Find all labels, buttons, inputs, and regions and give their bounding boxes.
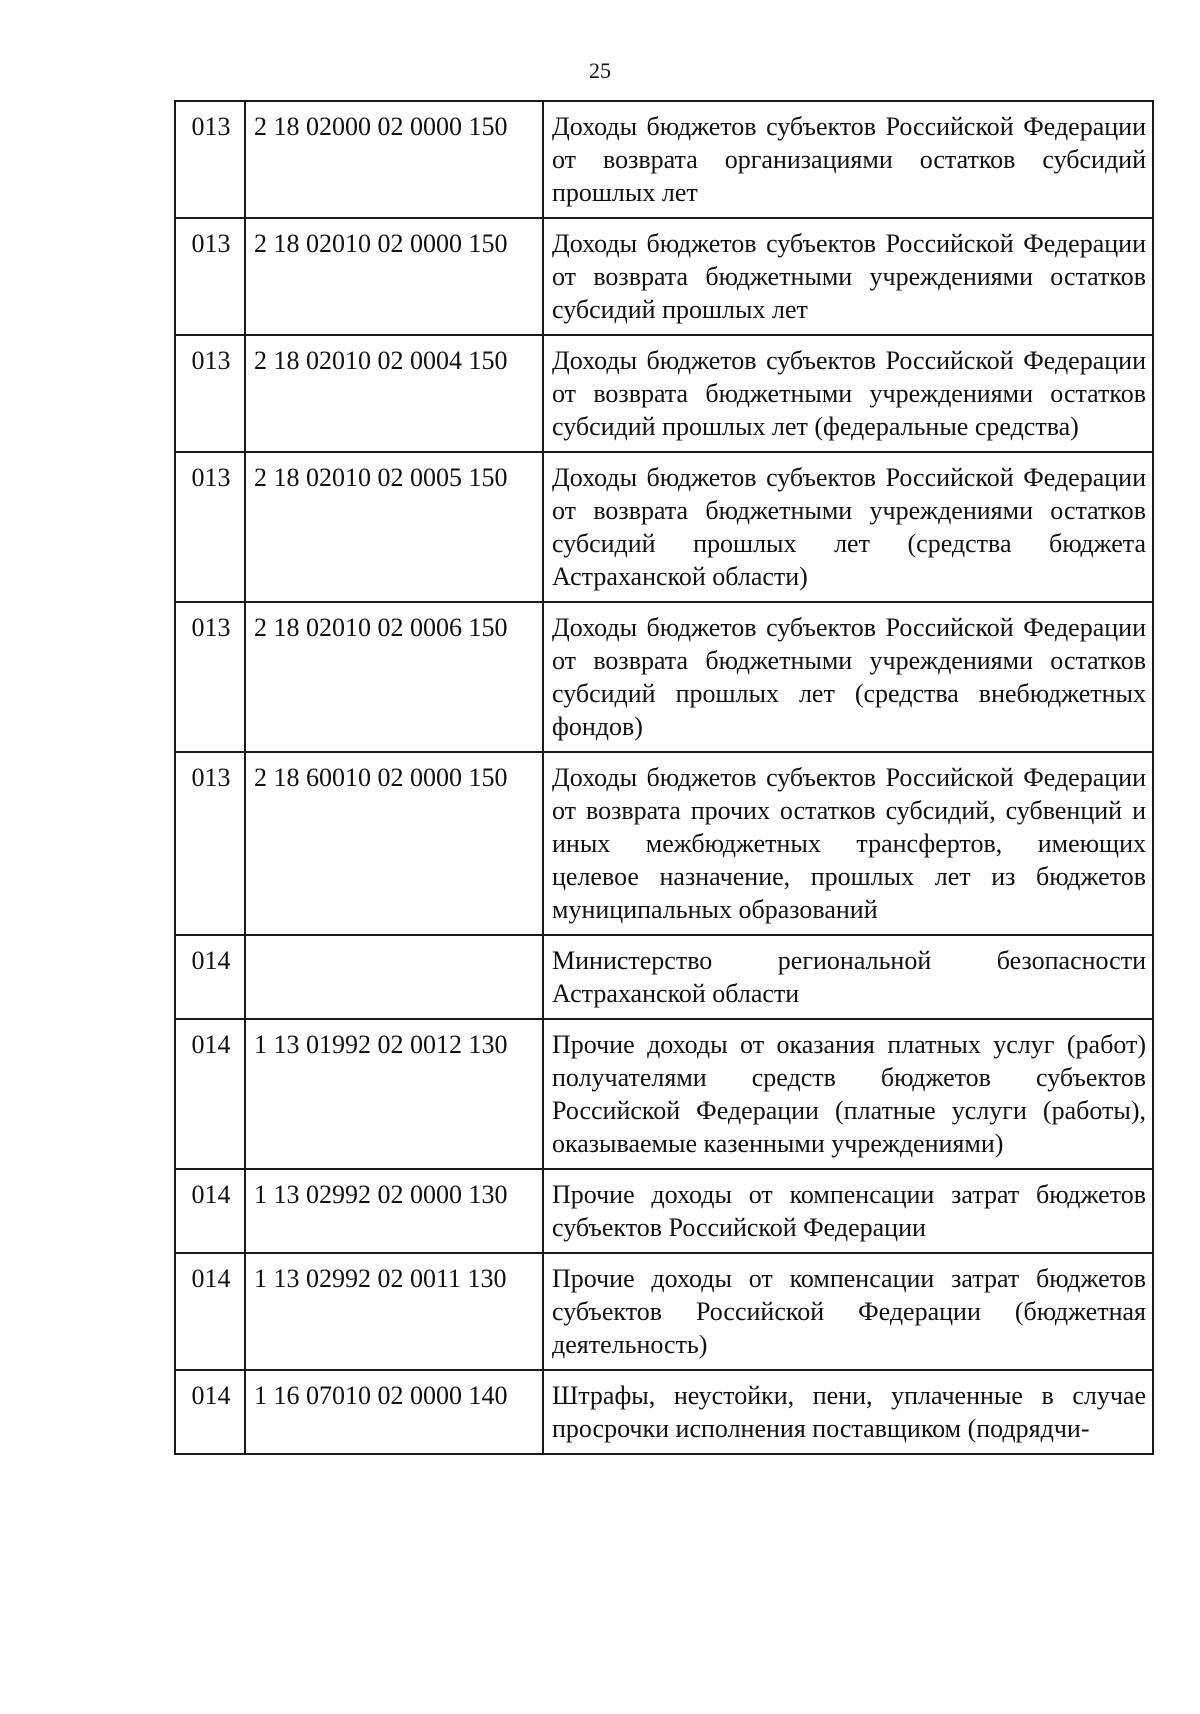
description-cell: Прочие доходы от компенсации затрат бюджетов субъектов Российской Федерации (543, 1169, 1153, 1253)
table-row (175, 935, 1153, 1019)
page-number: 25 (589, 58, 611, 83)
table-row (175, 101, 1153, 218)
budget-code-cell: 2 18 02000 02 0000 150 (245, 101, 543, 218)
admin-code-cell: 014 (175, 935, 245, 1019)
budget-code-cell: 1 16 07010 02 0000 140 (245, 1370, 543, 1454)
table-row (175, 1253, 1153, 1370)
admin-code-cell: 013 (175, 452, 245, 602)
admin-code-cell: 013 (175, 218, 245, 335)
revenue-codes-table (174, 100, 1154, 1455)
budget-code-cell: 2 18 02010 02 0006 150 (245, 602, 543, 752)
description-cell: Доходы бюджетов субъектов Российской Федерации от возврата бюджетными учреждениями остатков субсидий прошлых лет (средства бюджета Астраханской области) (543, 452, 1153, 602)
description-cell: Доходы бюджетов субъектов Российской Федерации от возврата прочих остатков субсидий, субвенций и иных межбюджетных трансфертов, имеющих целевое назначение, прошлых лет из бюджетов муниципальных образований (543, 752, 1153, 935)
description-cell: Министерство региональной безопасности Астраханской области (543, 935, 1153, 1019)
table-row (175, 335, 1153, 452)
table-row (175, 1169, 1153, 1253)
table-row (175, 452, 1153, 602)
budget-code-cell: 2 18 02010 02 0004 150 (245, 335, 543, 452)
budget-code-cell: 2 18 60010 02 0000 150 (245, 752, 543, 935)
budget-code-cell (245, 935, 543, 1019)
description-cell: Штрафы, неустойки, пени, уплаченные в случае просрочки исполнения поставщиком (подрядчи- (543, 1370, 1153, 1454)
table-row (175, 218, 1153, 335)
admin-code-cell: 013 (175, 335, 245, 452)
description-cell: Доходы бюджетов субъектов Российской Федерации от возврата бюджетными учреждениями остатков субсидий прошлых лет (средства внебюджетных фондов) (543, 602, 1153, 752)
budget-code-cell: 1 13 01992 02 0012 130 (245, 1019, 543, 1169)
table-row (175, 1370, 1153, 1454)
budget-code-cell: 2 18 02010 02 0005 150 (245, 452, 543, 602)
description-cell: Прочие доходы от компенсации затрат бюджетов субъектов Российской Федерации (бюджетная деятельность) (543, 1253, 1153, 1370)
table-row (175, 752, 1153, 935)
table-row (175, 602, 1153, 752)
budget-code-cell: 1 13 02992 02 0000 130 (245, 1169, 543, 1253)
admin-code-cell: 014 (175, 1370, 245, 1454)
description-cell: Прочие доходы от оказания платных услуг (работ) получателями средств бюджетов субъектов Российской Федерации (платные услуги (работы), оказываемые казенными учреждениями) (543, 1019, 1153, 1169)
table-row (175, 1019, 1153, 1169)
admin-code-cell: 014 (175, 1169, 245, 1253)
admin-code-cell: 013 (175, 752, 245, 935)
description-cell: Доходы бюджетов субъектов Российской Федерации от возврата бюджетными учреждениями остатков субсидий прошлых лет (федеральные средства) (543, 335, 1153, 452)
admin-code-cell: 013 (175, 101, 245, 218)
description-cell: Доходы бюджетов субъектов Российской Федерации от возврата организациями остатков субсидий прошлых лет (543, 101, 1153, 218)
admin-code-cell: 014 (175, 1253, 245, 1370)
budget-code-cell: 2 18 02010 02 0000 150 (245, 218, 543, 335)
admin-code-cell: 013 (175, 602, 245, 752)
budget-code-cell: 1 13 02992 02 0011 130 (245, 1253, 543, 1370)
admin-code-cell: 014 (175, 1019, 245, 1169)
description-cell: Доходы бюджетов субъектов Российской Федерации от возврата бюджетными учреждениями остатков субсидий прошлых лет (543, 218, 1153, 335)
